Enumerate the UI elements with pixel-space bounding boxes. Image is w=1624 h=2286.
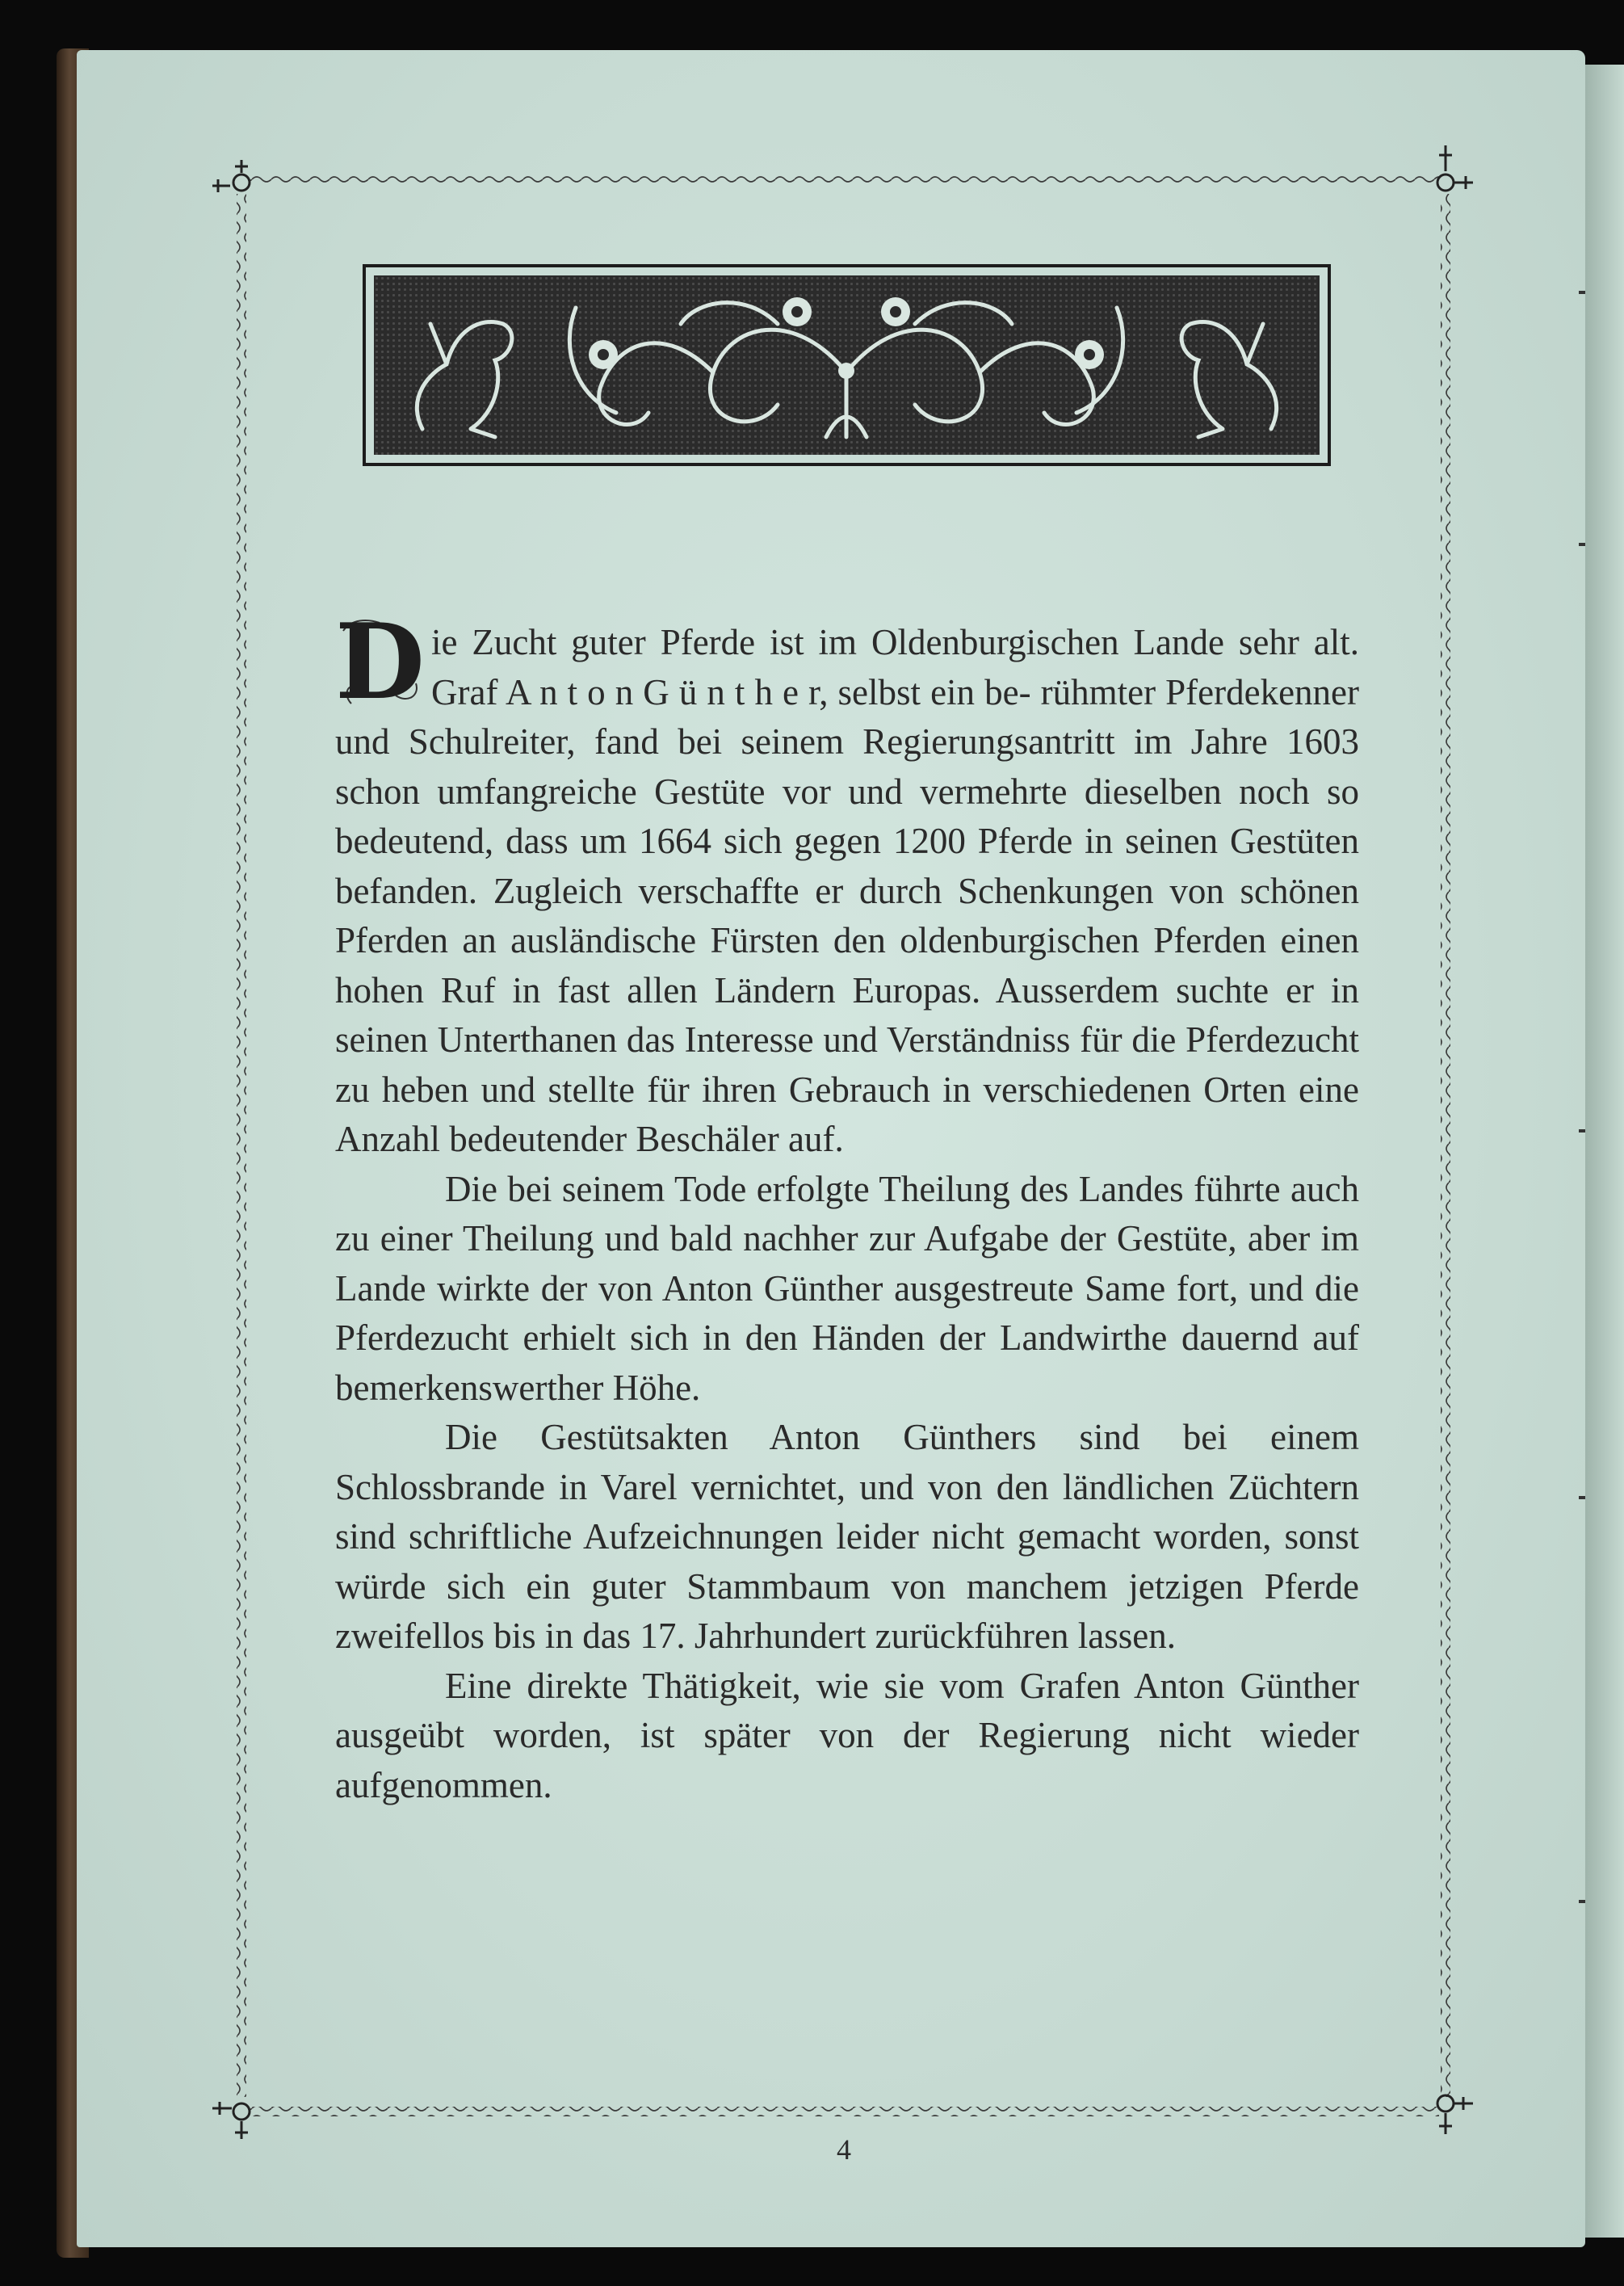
paragraph-1-second-line: sehr alt. Graf A n t o n G ü n t h e r, selbst ein be- bbox=[431, 622, 1360, 712]
corner-ornament-bottom-right bbox=[1437, 2095, 1473, 2134]
page-number: 4 bbox=[837, 2133, 851, 2166]
paragraph-4: Eine direkte Thätigkeit, wie sie vom Grafen Anton Günther ausgeübt worden, ist später von der Regierung nicht wieder aufgenommen. bbox=[335, 1665, 1359, 1805]
edge-mark bbox=[1579, 291, 1585, 294]
drop-cap-letter: D bbox=[335, 602, 425, 723]
body-text bbox=[335, 602, 1360, 1810]
paragraph-2: Die bei seinem Tode erfolgte Theilung des Landes führte auch zu einer Theilung und bald nachher zur Aufgabe der Gestüte, aber im Lande wirkte der von Anton Günther ausgestreute Same fort, und die Pferdezucht erhielt sich in den Händen der Landwirthe dauernd auf bemerkenswerther Höhe. bbox=[335, 1168, 1359, 1408]
corner-ornament-bottom-left bbox=[212, 2102, 250, 2139]
drop-cap bbox=[335, 602, 428, 723]
corner-ornament-top-left bbox=[212, 160, 250, 192]
floral-griffin-ornament bbox=[374, 275, 1320, 455]
corner-ornament-top-right bbox=[1437, 145, 1473, 191]
edge-mark bbox=[1579, 543, 1585, 546]
edge-mark bbox=[1579, 1496, 1585, 1499]
edge-mark bbox=[1579, 1900, 1585, 1903]
paragraph-1 bbox=[335, 602, 1360, 1165]
paragraph-1-rest: rühmter Pferdekenner und Schulreiter, fand bei seinem Regierungsantritt im Jahre 1603 schon umfangreiche Gestüte vor und vermehrte dieselben noch so bedeutend, dass um 1664 sich gegen 1200 Pferde in seinen Gestüten befanden. Zugleich verschaffte er durch Schenkungen von schönen Pferden an ausländische Fürsten den oldenburgischen Pferden einen hohen Ruf in fast allen Ländern Europas. Ausserdem suchte er in seinen Unterthanen das Interesse und Verständniss für die Pferdezucht zu heben und stellte für ihren Gebrauch in verschiedenen Orten eine Anzahl bedeutender Beschäler auf. bbox=[335, 671, 1360, 1159]
paragraph-3: Die Gestütsakten Anton Günthers sind bei einem Schlossbrande in Varel vernichtet, und von den ländlichen Züchtern sind schriftliche Aufzeichnungen leider nicht gemacht worden, sonst würde sich ein guter Stammbaum von manchem jetzigen Pferde zweifellos bis in das 17. Jahrhundert zurückführen lassen. bbox=[335, 1417, 1359, 1656]
paragraph-1-first-line: ie Zucht guter Pferde ist im Oldenburgischen Lande bbox=[431, 622, 1224, 662]
edge-mark bbox=[1579, 1129, 1585, 1132]
headpiece-ornament bbox=[363, 264, 1331, 466]
